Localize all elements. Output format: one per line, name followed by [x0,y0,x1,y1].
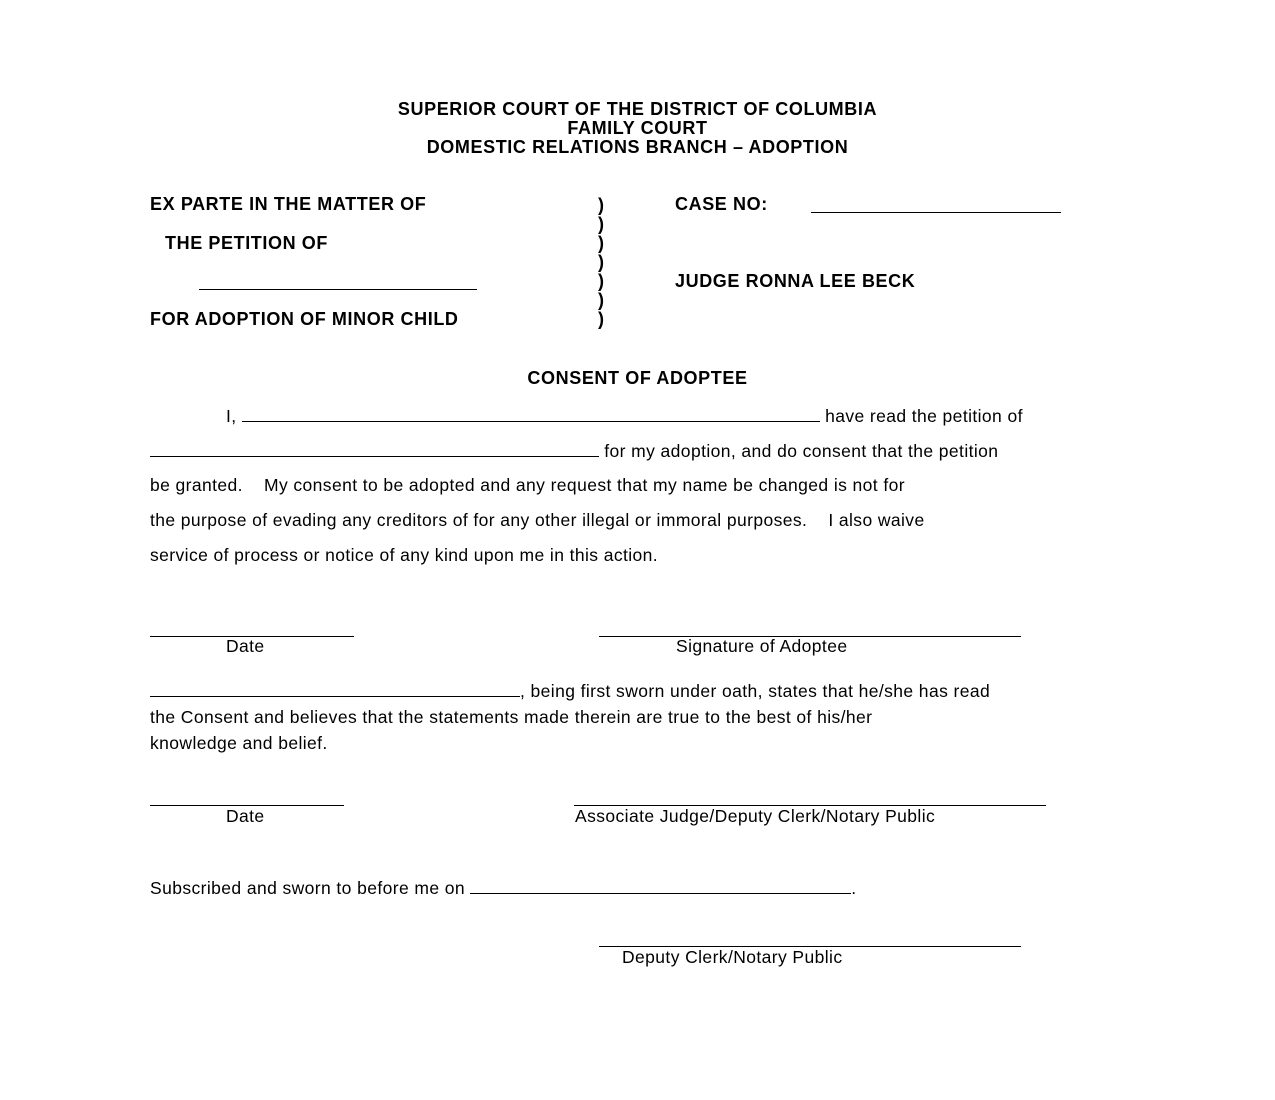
petition-of-label: THE PETITION OF [165,233,329,253]
subscribed-line: Subscribed and sworn to before me on . [150,878,857,898]
court-branch: DOMESTIC RELATIONS BRANCH – ADOPTION [426,137,849,157]
petitioner-blank[interactable] [150,440,599,457]
oath-line-3: knowledge and belief. [150,733,328,753]
case-no-label: CASE NO: [675,194,768,214]
consent-line-5: service of process or notice of any kind upon me in this action. [150,545,659,565]
consent-line-2: for my adoption, and do consent that the petition [150,440,998,462]
adoptee-name-blank[interactable] [242,405,820,422]
consent-line-3: be granted. My consent to be adopted and any request that my name be changed is not for [150,475,905,495]
petitioner-name-line[interactable] [199,289,477,290]
date-label-2: Date [226,806,265,826]
judge-name: JUDGE RONNA LEE BECK [675,271,916,291]
court-name: SUPERIOR COURT OF THE DISTRICT OF COLUMBIA [397,99,878,119]
caption-parentheses: ) ) ) ) ) ) ) [598,195,605,329]
consent-line-1: I, have read the petition of [226,406,1023,426]
clerk-signature-label: Deputy Clerk/Notary Public [622,947,843,967]
ex-parte-label: EX PARTE IN THE MATTER OF [150,194,427,214]
document-title: CONSENT OF ADOPTEE [527,368,748,388]
consent-line-4: the purpose of evading any creditors of for any other illegal or immoral purposes. I also waive [150,510,925,530]
sworn-date-blank[interactable] [470,877,851,894]
official-signature-label: Associate Judge/Deputy Clerk/Notary Public [575,806,936,826]
for-adoption-label: FOR ADOPTION OF MINOR CHILD [150,309,459,329]
adoptee-signature-label: Signature of Adoptee [676,636,848,656]
oath-line-2: the Consent and believes that the statements made therein are true to the best of his/her [150,707,873,727]
affiant-name-blank[interactable] [150,680,520,697]
court-division: FAMILY COURT [567,118,708,138]
case-no-line[interactable] [811,212,1061,213]
oath-line-1: , being first sworn under oath, states that he/she has read [150,680,990,702]
date-label: Date [226,636,265,656]
